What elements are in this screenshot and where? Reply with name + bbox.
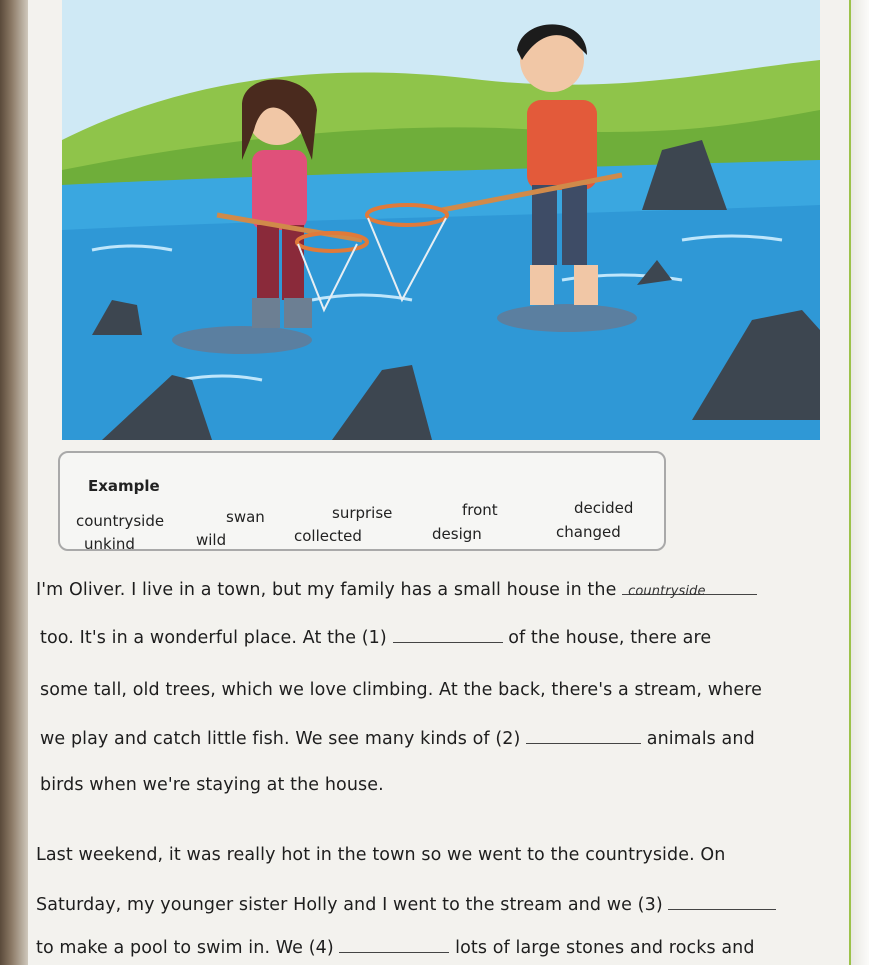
passage-line — [36, 938, 755, 958]
passage-line — [36, 895, 776, 915]
page-edge — [849, 0, 869, 965]
book-binding — [0, 0, 28, 965]
example-answer: countryside — [628, 584, 706, 599]
word-option: countryside — [76, 512, 165, 530]
passage-line: some tall, old trees, which we love climbing. At the back, there's a stream, where — [40, 680, 763, 700]
word-option: swan — [226, 508, 265, 526]
passage-text: of the house, there are — [508, 628, 712, 648]
word-option: decided — [574, 499, 634, 517]
passage-line: Last weekend, it was really hot in the town so we went to the countryside. On — [36, 845, 726, 865]
passage-text: I'm Oliver. I live in a town, but my family has a small house in the — [36, 580, 617, 600]
word-option: front — [462, 501, 498, 519]
blank-3[interactable] — [668, 895, 776, 910]
children-fishing-illustration — [62, 0, 820, 440]
passage-text: Saturday, my younger sister Holly and I went to the stream and we (3) — [36, 895, 663, 915]
passage-text: to make a pool to swim in. We (4) — [36, 938, 334, 958]
blank-4[interactable] — [339, 938, 449, 953]
example-answer-blank — [622, 580, 757, 599]
blank-1[interactable] — [393, 628, 503, 643]
passage-line — [36, 580, 757, 600]
passage-text: lots of large stones and rocks and — [455, 938, 755, 958]
word-option: wild — [196, 531, 227, 549]
passage-text: animals and — [646, 729, 755, 749]
word-option: unkind — [84, 535, 135, 553]
word-option: design — [432, 525, 482, 543]
passage-line — [40, 628, 711, 648]
example-label: Example — [88, 477, 160, 495]
passage-line: birds when we're staying at the house. — [40, 775, 384, 795]
passage-line — [40, 729, 755, 749]
word-box — [58, 451, 666, 551]
word-option: collected — [294, 527, 362, 545]
word-option: changed — [556, 523, 621, 541]
word-option: surprise — [332, 504, 393, 522]
blank-2[interactable] — [526, 729, 641, 744]
passage-text: too. It's in a wonderful place. At the (1) — [40, 628, 387, 648]
passage-text: we play and catch little fish. We see many kinds of (2) — [40, 729, 521, 749]
